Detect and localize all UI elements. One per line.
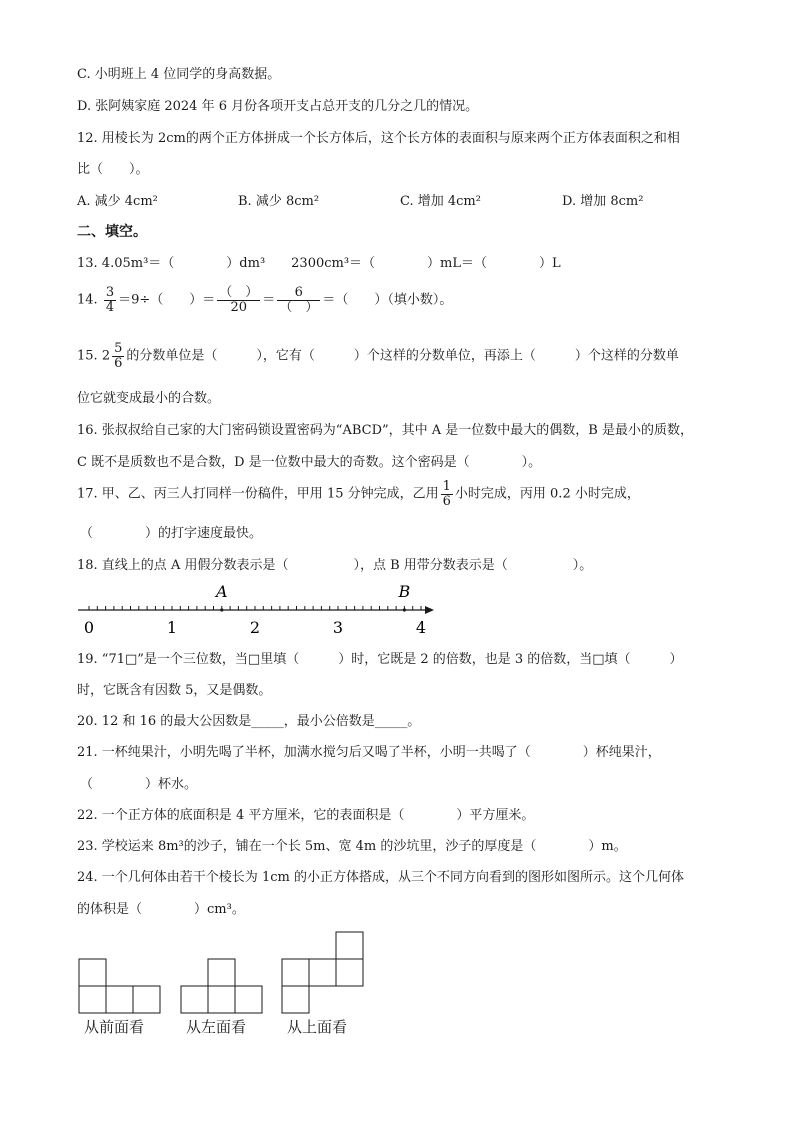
q13-text: 13. 4.05m³＝（ ）dm³ 2300cm³＝（ ）mL＝（ ）L	[77, 256, 561, 271]
q23-text: 23. 学校运来 8m³的沙子，铺在一个长 5m、宽 4m 的沙坑里，沙子的厚度是（ ）m。	[77, 839, 627, 854]
point-b-dot	[403, 608, 406, 611]
q15-denominator: 6	[114, 355, 123, 371]
q24-text-line2: 的体积是（ ）cm³。	[77, 902, 245, 917]
q14-f3-numerator: 6	[277, 286, 320, 301]
caption-front-view: 从前面看	[84, 1018, 145, 1036]
q18-text: 18. 直线上的点 A 用假分数表示是（ ），点 B 用带分数表示是（ ）。	[77, 558, 593, 573]
q17-text-line1	[77, 480, 640, 508]
view-left	[180, 958, 266, 1014]
q15-text-line1	[77, 342, 679, 370]
q24-text-line1: 24. 一个几何体由若干个棱长为 1cm 的小正方体搭成，从三个不同方向看到的图形如图所示。这个几何体	[77, 870, 684, 885]
tick-label: 4	[415, 618, 427, 637]
q20-text: 20. 12 和 16 的最大公因数是_____，最小公倍数是_____。	[77, 714, 421, 729]
q15-numerator: 5	[114, 341, 123, 356]
q12-option-a: A. 减少 4cm²	[77, 194, 158, 209]
q14-suffix: ＝（ ）（填小数）。	[322, 292, 453, 308]
number-line-arrow-icon	[425, 606, 434, 614]
q12-option-d: D. 增加 8cm²	[562, 194, 644, 209]
q15-rest: 的分数单位是（ ），它有（ ）个这样的分数单位，再添上（ ）个这样的分数单	[126, 348, 679, 364]
q14-f1-numerator: 3	[105, 285, 115, 300]
q17-denominator: 6	[442, 493, 451, 509]
q12-text-line2: 比（ ）。	[77, 162, 149, 177]
number-line	[70, 576, 450, 640]
tick-label: 1	[166, 618, 178, 637]
q11-option-c: C. 小明班上 4 位同学的身高数据。	[77, 67, 281, 82]
view-front	[78, 958, 164, 1014]
q15-whole: 2	[101, 348, 111, 364]
caption-left-view: 从左面看	[186, 1018, 247, 1036]
q12-option-b: B. 减少 8cm²	[238, 194, 320, 209]
tick-label: 0	[83, 618, 95, 637]
q14-fraction-2	[217, 286, 260, 314]
caption-top-view: 从上面看	[287, 1018, 348, 1036]
q11-option-d: D. 张阿姨家庭 2024 年 6 月份各项开支占总开支的几分之几的情况。	[77, 99, 479, 114]
q15-text-line2: 位它就变成最小的合数。	[77, 391, 221, 406]
section-heading: 二、填空。	[77, 224, 147, 240]
q17-fraction	[441, 480, 453, 508]
q14-fraction-1	[104, 286, 116, 314]
q22-text: 22. 一个正方体的底面积是 4 平方厘米，它的表面积是（ ）平方厘米。	[77, 808, 535, 823]
q15-fraction	[112, 342, 124, 370]
q19-text-line1: 19. “71□”是一个三位数，当□里填（ ）时，它既是 2 的倍数，也是 3 的倍数，当□填（ ）	[77, 652, 683, 667]
q14-f2-numerator: （ ）	[219, 285, 259, 300]
q17-text-line2: （ ）的打字速度最快。	[80, 526, 263, 541]
q14-number: 14.	[77, 292, 98, 308]
point-a-label: A	[216, 582, 228, 601]
q15-number: 15.	[77, 348, 98, 364]
q12-option-c: C. 增加 4cm²	[400, 194, 481, 209]
q14-f1-denominator: 4	[105, 299, 115, 315]
q14-mid: ＝9÷（ ）＝	[118, 292, 216, 308]
point-b-label: B	[398, 582, 411, 601]
q15-mixed-number	[102, 342, 127, 370]
q17-after: 小时完成，丙用 0.2 小时完成，	[454, 486, 640, 502]
q16-text-line1: 16. 张叔叔给自己家的大门密码锁设置密码为“ABCD”，其中 A 是一位数中最大的偶数，B 是最小的质数，	[77, 423, 693, 438]
q19-text-line2: 时，它既含有因数 5，又是偶数。	[77, 683, 272, 698]
q21-text-line1: 21. 一杯纯果汁，小明先喝了半杯，加满水搅匀后又喝了半杯，小明一共喝了（ ）杯纯果汁，	[77, 745, 661, 760]
q12-text-line1: 12. 用棱长为 2cm的两个正方体拼成一个长方体后，这个长方体的表面积与原来两个正方体表面积之和相	[77, 131, 680, 146]
tick-label: 3	[332, 618, 344, 637]
q14-text	[77, 286, 452, 314]
q21-text-line2: （ ）杯水。	[80, 777, 198, 792]
q17-numerator: 1	[442, 479, 451, 494]
q14-f3-denominator: （ ）	[279, 299, 319, 315]
q17-before: 17. 甲、乙、丙三人打同样一份稿件，甲用 15 分钟完成，乙用	[77, 486, 439, 502]
point-a-dot	[220, 608, 223, 611]
q16-text-line2: C 既不是质数也不是合数，D 是一位数中最大的奇数。这个密码是（ ）。	[77, 455, 542, 470]
view-top	[281, 931, 367, 1014]
q14-equals: ＝	[262, 292, 276, 308]
q14-fraction-3	[277, 286, 320, 314]
q14-f2-denominator: 20	[230, 299, 248, 315]
tick-label: 2	[249, 618, 261, 637]
